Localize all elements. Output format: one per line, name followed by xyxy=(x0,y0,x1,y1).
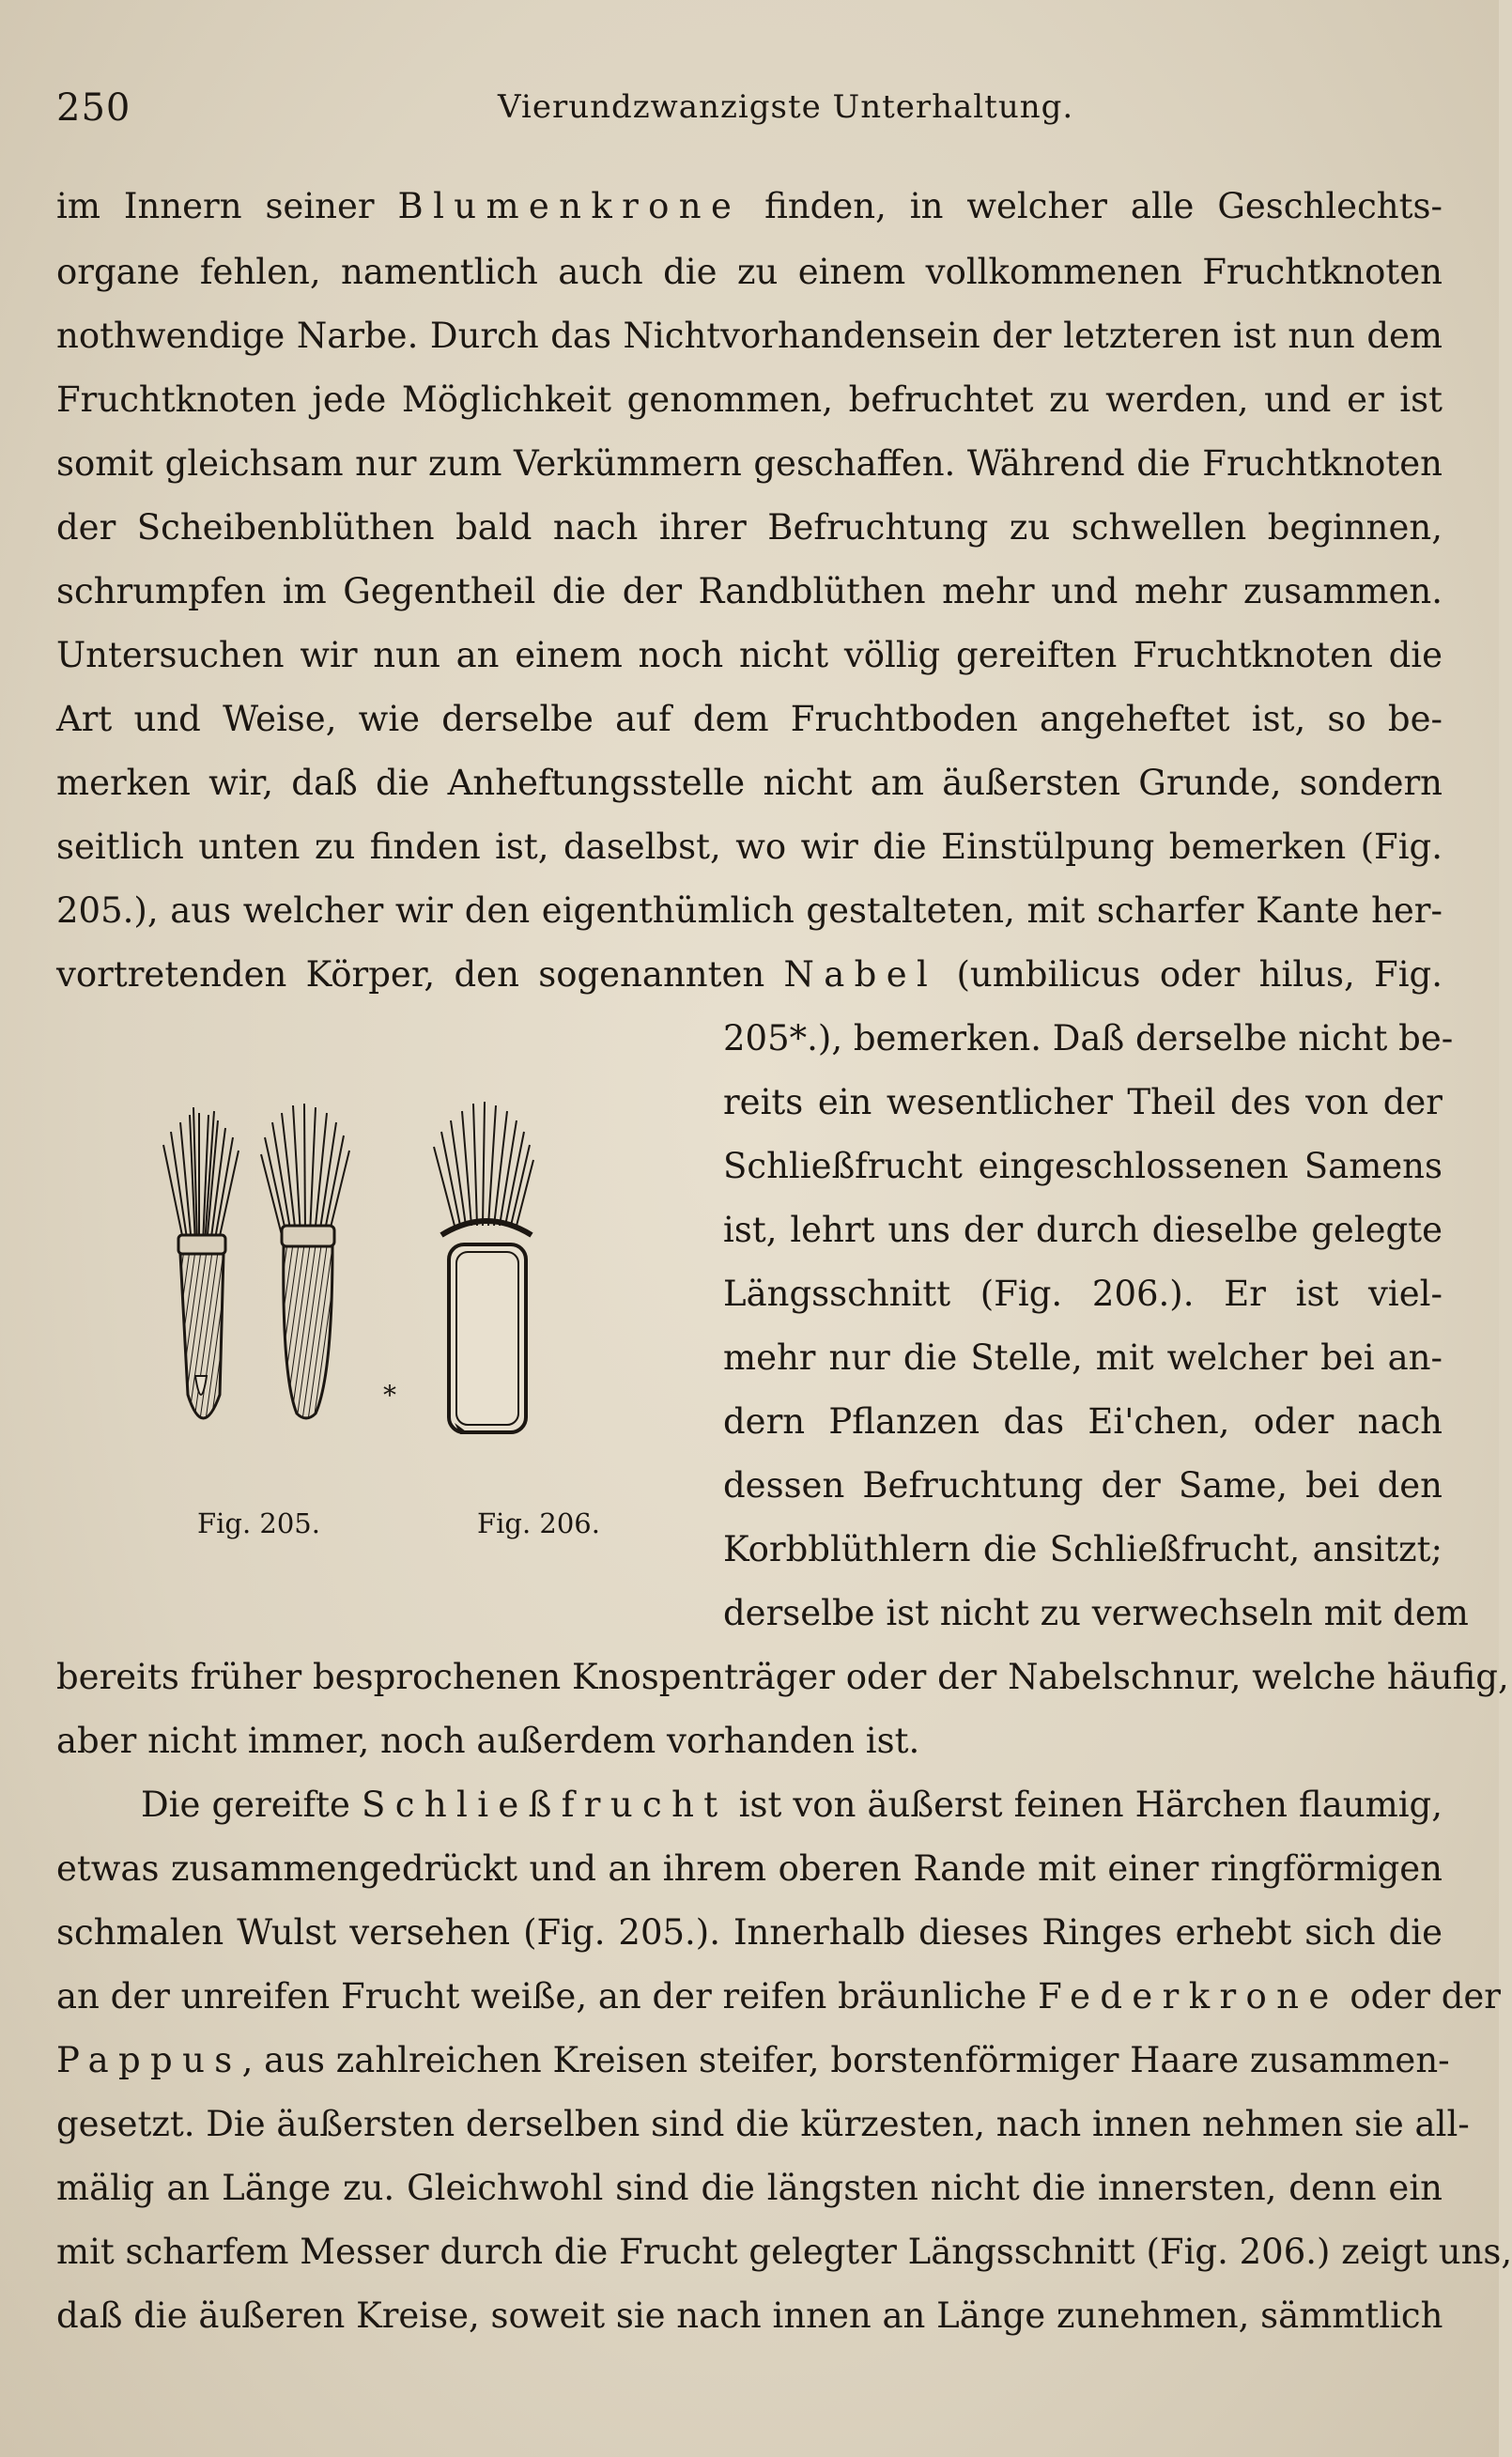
text-line: reits ein wesentlicher Theil des von der xyxy=(723,1082,1443,1122)
text-line: bereits früher besprochenen Knospenträger oder der Nabelschnur, welche häufig, xyxy=(56,1657,1509,1697)
text-line: daß die äußeren Kreise, soweit sie nach innen an Länge zunehmen, sämmtlich xyxy=(56,2295,1443,2336)
text-line: nothwendige Narbe. Durch das Nichtvorhandensein der letzteren ist nun dem xyxy=(56,316,1443,356)
emphasized-term: Federkrone xyxy=(1038,1976,1339,2017)
asterisk-mark: * xyxy=(383,1380,396,1411)
text-line: 205*.), bemerken. Daß derselbe nicht be- xyxy=(723,1018,1454,1059)
text-line: schmalen Wulst versehen (Fig. 205.). Innerhalb dieses Ringes erhebt sich die xyxy=(56,1912,1443,1953)
text-line: mälig an Länge zu. Gleichwohl sind die längsten nicht die innersten, denn ein xyxy=(56,2168,1443,2208)
text-line: etwas zusammengedrückt und an ihrem oberen Rande mit einer ringförmigen xyxy=(56,1848,1443,1889)
text-line: schrumpfen im Gegentheil die der Randblüthen mehr und mehr zusammen. xyxy=(56,571,1443,611)
text-line: gesetzt. Die äußersten derselben sind die kürzesten, nach innen nehmen sie all- xyxy=(56,2104,1470,2144)
text-line: mit scharfem Messer durch die Frucht gelegter Längsschnitt (Fig. 206.) zeigt uns, xyxy=(56,2232,1512,2272)
emphasized-term: Blumenkrone xyxy=(397,186,742,226)
text-line: somit gleichsam nur zum Verkümmern geschaffen. Während die Fruchtknoten xyxy=(56,443,1443,484)
fig-205-caption: Fig. 205. xyxy=(197,1507,320,1539)
figure-group xyxy=(131,1094,657,1564)
text-line: 205.), aus welcher wir den eigenthümlich gestalteten, mit scharfer Kante her- xyxy=(56,890,1443,931)
text-line: im Innern seiner Blumenkrone finden, in welcher alle Geschlechts- xyxy=(56,186,1443,226)
text-line: Längsschnitt (Fig. 206.). Er ist viel- xyxy=(723,1274,1443,1314)
text-line: Fruchtknoten jede Möglichkeit genommen, befruchtet zu werden, und er ist xyxy=(56,379,1443,420)
fig-206-caption: Fig. 206. xyxy=(477,1507,600,1539)
text-line: derselbe ist nicht zu verwechseln mit dem xyxy=(723,1593,1469,1633)
text-line: Untersuchen wir nun an einem noch nicht völlig gereiften Fruchtknoten die xyxy=(56,635,1443,675)
emphasized-term: Nabel xyxy=(783,954,938,995)
emphasized-term: Schließfrucht xyxy=(362,1785,728,1825)
text-line: mehr nur die Stelle, mit welcher bei an- xyxy=(723,1337,1443,1378)
achene-front-view xyxy=(261,1104,349,1418)
text-line: vortretenden Körper, den sogenannten Nabel (umbilicus oder hilus, Fig. xyxy=(56,954,1443,995)
text-line: aber nicht immer, noch außerdem vorhanden ist. xyxy=(56,1721,920,1761)
text-line: dern Pflanzen das Ei'chen, oder nach xyxy=(723,1401,1443,1442)
emphasized-term: Pappus xyxy=(56,2040,242,2080)
text-line: Pappus, aus zahlreichen Kreisen steifer, borstenförmiger Haare zusammen- xyxy=(56,2040,1450,2080)
fig-205-illustration xyxy=(131,1094,657,1507)
achene-side-view xyxy=(163,1107,239,1418)
text-line: an der unreifen Frucht weiße, an der reifen bräunliche Federkrone oder der xyxy=(56,1976,1501,2017)
text-line: seitlich unten zu finden ist, daselbst, wo wir die Einstülpung bemerken (Fig. xyxy=(56,827,1443,867)
running-head xyxy=(56,86,1446,143)
text-line: merken wir, daß die Anheftungsstelle nicht am äußersten Grunde, sondern xyxy=(56,763,1443,803)
achene-longitudinal-section xyxy=(434,1102,533,1434)
text-line: dessen Befruchtung der Same, bei den xyxy=(723,1465,1443,1506)
text-line: Art und Weise, wie derselbe auf dem Fruchtboden angeheftet ist, so be- xyxy=(56,699,1443,739)
running-title: Vierundzwanzigste Unterhaltung. xyxy=(498,88,1074,126)
text-line: organe fehlen, namentlich auch die zu einem vollkommenen Fruchtknoten xyxy=(56,252,1443,292)
page-number: 250 xyxy=(56,86,131,130)
text-line: Schließfrucht eingeschlossenen Samens xyxy=(723,1146,1443,1186)
text-line: Die gereifte Schließfrucht ist von äußerst feinen Härchen flaumig, xyxy=(141,1785,1443,1825)
text-line: der Scheibenblüthen bald nach ihrer Befruchtung zu schwellen beginnen, xyxy=(56,507,1443,548)
text-line: ist, lehrt uns der durch dieselbe gelegte xyxy=(723,1210,1443,1250)
text-line: Korbblüthlern die Schließfrucht, ansitzt; xyxy=(723,1529,1443,1569)
